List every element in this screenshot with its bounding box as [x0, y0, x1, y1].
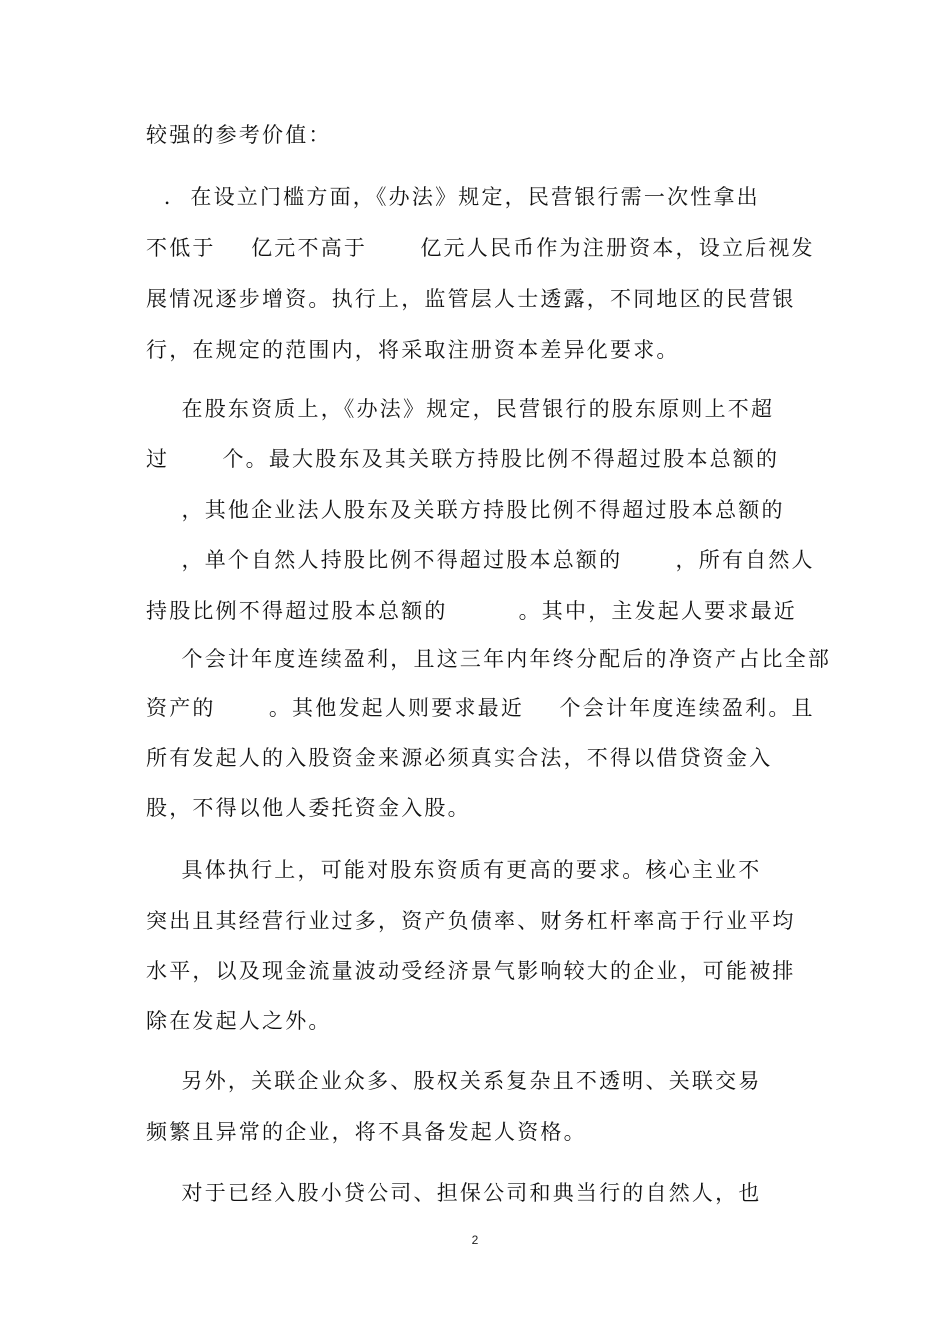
text-line: 展情况逐步增资。执行上，监管层人士透露，不同地区的民营银 — [146, 287, 796, 311]
text-line: 过 个。最大股东及其关联方持股比例不得超过股本总额的 — [146, 447, 780, 471]
text-line: 行，在规定的范围内，将采取注册资本差异化要求。 — [146, 338, 680, 362]
text-line: 股，不得以他人委托资金入股。 — [146, 796, 471, 820]
text-line: 具体执行上，可能对股东资质有更高的要求。核心主业不 — [146, 858, 762, 882]
text-line: 不低于 亿元不高于 亿元人民币作为注册资本，设立后视发 — [146, 236, 815, 260]
page-number: 2 — [471, 1233, 479, 1247]
text-line: 除在发起人之外。 — [146, 1009, 332, 1033]
text-line: 个会计年度连续盈利，且这三年内年终分配后的净资产占比全部 — [146, 647, 832, 671]
text-line: . 在设立门槛方面，《办法》规定，民营银行需一次性拿出 — [146, 185, 760, 209]
text-line: ，单个自然人持股比例不得超过股本总额的 ，所有自然人 — [146, 548, 815, 572]
text-line: 所有发起人的入股资金来源必须真实合法，不得以借贷资金入 — [146, 746, 773, 770]
text-line: 频繁且异常的企业，将不具备发起人资格。 — [146, 1120, 587, 1144]
text-line: 突出且其经营行业过多，资产负债率、财务杠杆率高于行业平均 — [146, 909, 796, 933]
text-line: 在股东资质上，《办法》规定，民营银行的股东原则上不超 — [146, 397, 775, 421]
text-line: 较强的参考价值： — [146, 123, 332, 147]
text-line: 持股比例不得超过股本总额的 。其中，主发起人要求最近 — [146, 599, 797, 623]
text-line: 资产的 。其他发起人则要求最近 个会计年度连续盈利。且 — [146, 696, 815, 720]
text-line: 另外，关联企业众多、股权关系复杂且不透明、关联交易 — [146, 1069, 762, 1093]
text-line: ，其他企业法人股东及关联方持股比例不得超过股本总额的 — [146, 498, 785, 522]
text-line: 对于已经入股小贷公司、担保公司和典当行的自然人，也 — [146, 1181, 762, 1205]
text-line: 水平，以及现金流量波动受经济景气影响较大的企业，可能被排 — [146, 959, 796, 983]
